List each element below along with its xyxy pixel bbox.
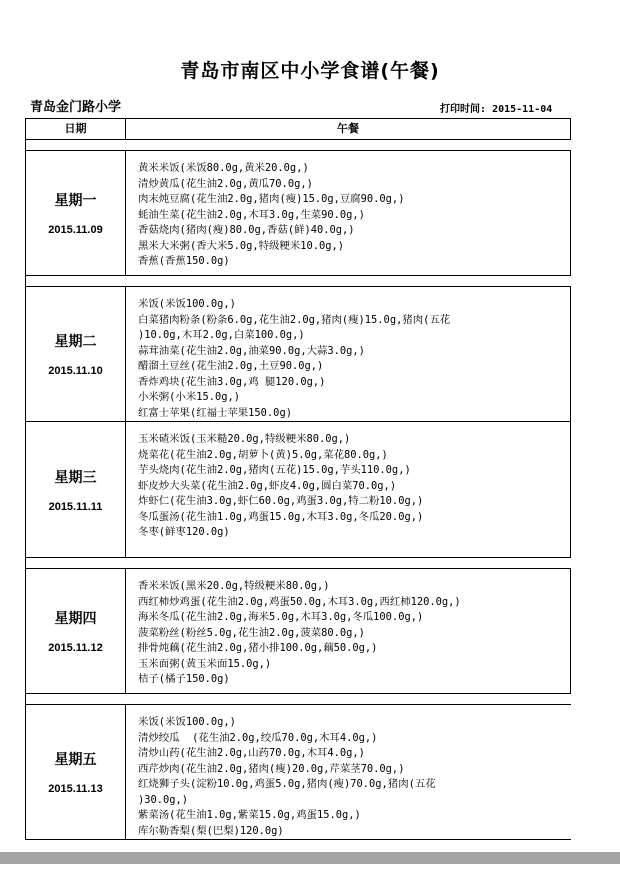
menu-item: )10.0g,木耳2.0g,白菜100.0g,) <box>138 329 305 341</box>
menu-item: 炸虾仁(花生油3.0g,虾仁60.0g,鸡蛋3.0g,特二粉10.0g,) <box>138 495 424 507</box>
menu-cell <box>126 422 571 557</box>
menu-item: 冬瓜蛋汤(花生油1.0g,鸡蛋15.0g,木耳3.0g,冬瓜20.0g,) <box>138 510 424 523</box>
menu-item: 香菇烧肉(猪肉(瘦)80.0g,香菇(鲜)40.0g,) <box>138 224 355 236</box>
menu-item: 菠菜粉丝(粉丝5.0g,花生油2.0g,菠菜80.0g,) <box>138 626 365 639</box>
day-row-thursday <box>26 568 571 694</box>
menu-table <box>25 118 571 840</box>
date-label: 2015.11.10 <box>48 365 103 377</box>
day-cell <box>26 422 126 557</box>
day-cell <box>26 705 126 839</box>
menu-item: 烧菜花(花生油2.0g,胡萝卜(黄)5.0g,菜花80.0g,) <box>138 448 388 461</box>
day-row-tuesday <box>26 286 571 422</box>
menu-item: 醋溜土豆丝(花生油2.0g,土豆90.0g,) <box>138 360 324 372</box>
print-time-label: 打印时间: <box>440 104 487 115</box>
menu-item: 米饭(米饭100.0g,) <box>138 716 236 728</box>
table-header <box>26 119 571 140</box>
weekday-label: 星期二 <box>54 334 97 350</box>
menu-item: 肉末炖豆腐(花生油2.0g,猪肉(瘦)15.0g,豆腐90.0g,) <box>138 193 405 205</box>
day-cell <box>26 569 126 693</box>
menu-item: 桔子(橘子150.0g) <box>138 673 230 685</box>
header-date: 日期 <box>26 119 126 139</box>
menu-cell <box>126 569 571 693</box>
day-row-wednesday <box>26 422 571 558</box>
day-row-monday <box>26 150 571 276</box>
weekday-label: 星期五 <box>54 752 97 768</box>
page-title: 青岛市南区中小学食谱(午餐) <box>180 60 440 82</box>
menu-item: 虾皮炒大头菜(花生油2.0g,虾皮4.0g,圆白菜70.0g,) <box>138 479 397 492</box>
menu-cell <box>126 287 571 421</box>
date-label: 2015.11.11 <box>48 500 103 513</box>
date-label: 2015.11.13 <box>48 783 103 795</box>
menu-item: 芋头烧肉(花生油2.0g,猪肉(五花)15.0g,芋头110.0g,) <box>138 464 411 476</box>
menu-item: 黑米大米粥(香大米5.0g,特级粳米10.0g,) <box>138 239 345 252</box>
menu-item: 冬枣(鲜枣120.0g) <box>138 526 230 538</box>
menu-item: 米饭(米饭100.0g,) <box>138 298 236 310</box>
menu-item: 海米冬瓜(花生油2.0g,海米5.0g,木耳3.0g,冬瓜100.0g,) <box>138 611 424 623</box>
header-lunch: 午餐 <box>337 122 359 135</box>
weekday-label: 星期四 <box>54 611 97 627</box>
menu-item: 红富士苹果(红福士苹果150.0g) <box>138 406 292 419</box>
menu-item: 库尔勒香梨(梨(巴梨)120.0g) <box>138 824 284 837</box>
menu-item: 西红柿炒鸡蛋(花生油2.0g,鸡蛋50.0g,木耳3.0g,西红柿120.0g,) <box>138 595 461 608</box>
weekday-label: 星期三 <box>54 469 97 486</box>
day-cell <box>26 151 126 275</box>
menu-item: 白菜猪肉粉条(粉条6.0g,花生油2.0g,猪肉(瘦)15.0g,猪肉(五花 <box>138 313 451 326</box>
menu-item: 小米粥(小米15.0g,) <box>138 391 240 403</box>
menu-item: 蚝油生菜(花生油2.0g,木耳3.0g,生菜90.0g,) <box>138 208 365 221</box>
menu-item: 紫菜汤(花生油1.0g,紫菜15.0g,鸡蛋15.0g,) <box>138 809 361 821</box>
menu-item: 香蕉(香蕉150.0g) <box>138 255 230 267</box>
menu-cell <box>126 151 571 275</box>
menu-item: 黄米米饭(米饭80.0g,黄米20.0g,) <box>138 162 309 174</box>
menu-item: 玉米面粥(黄玉米面15.0g,) <box>138 657 272 670</box>
menu-item: 清炒山药(花生油2.0g,山药70.0g,木耳4.0g,) <box>138 747 365 759</box>
menu-item: 清炒黄瓜(花生油2.0g,黄瓜70.0g,) <box>138 177 313 190</box>
menu-item: 香炸鸡块(花生油3.0g,鸡 腿120.0g,) <box>138 375 326 388</box>
print-time <box>440 100 552 115</box>
bottom-scroll-bar <box>0 852 620 864</box>
menu-item: 西芹炒肉(花生油2.0g,猪肉(瘦)20.0g,芹菜茎70.0g,) <box>138 762 405 775</box>
menu-item: 红烧狮子头(淀粉10.0g,鸡蛋5.0g,猪肉(瘦)70.0g,猪肉(五花 <box>138 778 436 790</box>
menu-item: 蒜茸油菜(花生油2.0g,油菜90.0g,大蒜3.0g,) <box>138 344 365 357</box>
date-label: 2015.11.12 <box>48 642 103 654</box>
school-name: 青岛金门路小学 <box>30 100 122 115</box>
menu-item: 排骨炖藕(花生油2.0g,猪小排100.0g,藕50.0g,) <box>138 642 378 654</box>
menu-item: 清炒绞瓜 (花生油2.0g,绞瓜70.0g,木耳4.0g,) <box>138 731 378 744</box>
menu-item: 香米米饭(黑米20.0g,特级粳米80.0g,) <box>138 580 330 592</box>
day-cell <box>26 287 126 421</box>
print-time-value: 2015-11-04 <box>492 104 553 115</box>
weekday-label: 星期一 <box>54 193 97 209</box>
menu-cell <box>126 705 571 839</box>
date-label: 2015.11.09 <box>48 224 103 236</box>
day-row-friday <box>26 704 571 840</box>
menu-item: )30.0g,) <box>138 793 189 806</box>
menu-item: 玉米碴米饭(玉米糙20.0g,特级粳米80.0g,) <box>138 433 351 445</box>
